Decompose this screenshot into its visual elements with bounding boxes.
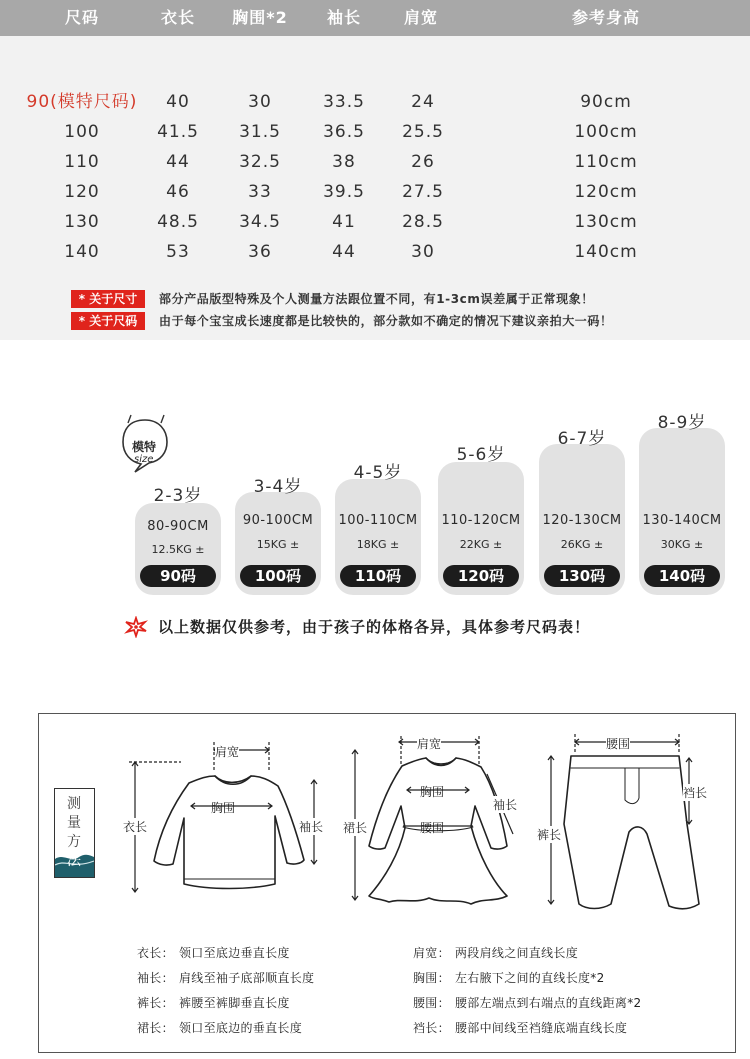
table-row <box>0 177 750 207</box>
age-label: 8-9岁 <box>657 413 707 433</box>
size-pill: 130码 <box>544 565 620 587</box>
height-range: 110-120CM <box>441 513 521 528</box>
definition-text: 领口至底边垂直长度 <box>179 946 290 960</box>
age-label: 3-4岁 <box>253 477 303 497</box>
height-range: 80-90CM <box>147 519 209 534</box>
age-label: 4-5岁 <box>353 463 403 483</box>
header-height: 参考身高 <box>571 8 641 27</box>
definition-text: 领口至底边的垂直长度 <box>179 1021 303 1035</box>
note-tag: * 关于尺码 <box>71 312 145 330</box>
reference-note: 以上数据仅供参考，由于孩子的体格各异，具体参考尺码表！ <box>158 618 591 636</box>
definition-term: 腰围： <box>413 996 450 1010</box>
age-label: 6-7岁 <box>557 429 607 449</box>
height-range: 90-100CM <box>242 513 314 528</box>
table-cell: 33.5 <box>323 92 365 112</box>
shirt-shoulder-label: 肩宽 <box>215 745 240 759</box>
header-sleeve: 袖长 <box>326 8 362 27</box>
table-cell: 26 <box>411 152 435 172</box>
model-badge-label: 模特 <box>132 440 157 454</box>
note-text: 由于每个宝宝成长速度都是比较快的，部分款如不确定的情况下建议亲拍大一码！ <box>159 314 613 328</box>
table-cell: 110 <box>64 152 100 172</box>
table-cell: 100cm <box>574 122 638 142</box>
table-cell: 38 <box>332 152 356 172</box>
dress-waist-label: 腰围 <box>420 821 445 835</box>
table-cell: 24 <box>411 92 435 112</box>
dress-shoulder-label: 肩宽 <box>417 737 442 751</box>
table-row <box>0 117 750 147</box>
note-tag: * 关于尺寸 <box>71 290 145 308</box>
weight-label: 12.5KG ± <box>151 543 205 556</box>
shirt-chest-label: 胸围 <box>211 801 236 815</box>
table-cell: 130 <box>64 212 100 232</box>
table-cell: 130cm <box>574 212 638 232</box>
definition-term: 肩宽： <box>413 946 450 960</box>
weight-label: 26KG ± <box>560 538 604 551</box>
table-row <box>0 207 750 237</box>
table-cell: 25.5 <box>402 122 444 142</box>
table-cell: 28.5 <box>402 212 444 232</box>
table-cell: 36 <box>248 242 272 262</box>
header-shoulder: 肩宽 <box>403 8 439 27</box>
table-cell: 120cm <box>574 182 638 202</box>
shirt-sleeve-label: 袖长 <box>299 820 324 834</box>
header-length: 衣长 <box>160 8 196 27</box>
table-cell: 40 <box>166 92 190 112</box>
table-cell: 31.5 <box>239 122 281 142</box>
header-chest: 胸围*2 <box>232 8 288 27</box>
title-char: 量 <box>67 815 81 831</box>
pants-waist-label: 腰围 <box>606 737 631 751</box>
height-range: 100-110CM <box>338 513 418 528</box>
age-label: 5-6岁 <box>456 445 506 465</box>
dress-chest-label: 胸围 <box>420 785 445 799</box>
table-cell: 90cm <box>580 92 632 112</box>
definition-text: 肩线至袖子底部顺直长度 <box>179 971 315 985</box>
table-row <box>0 147 750 177</box>
definition-term: 袖长： <box>137 971 174 985</box>
table-header <box>0 0 750 36</box>
table-cell: 41.5 <box>157 122 199 142</box>
height-range: 130-140CM <box>642 513 722 528</box>
model-badge-sub: size <box>134 454 154 465</box>
table-cell: 44 <box>332 242 356 262</box>
table-cell: 110cm <box>574 152 638 172</box>
weight-label: 30KG ± <box>660 538 704 551</box>
table-cell: 100 <box>64 122 100 142</box>
size-pill: 90码 <box>140 565 216 587</box>
definition-text: 两段肩线之间直线长度 <box>455 946 579 960</box>
table-cell: 36.5 <box>323 122 365 142</box>
table-row <box>0 87 750 117</box>
shirt-length-label: 衣长 <box>123 820 148 834</box>
title-char: 法 <box>67 853 81 869</box>
weight-label: 15KG ± <box>256 538 300 551</box>
sweatshirt-icon <box>154 776 304 889</box>
table-cell: 140 <box>64 242 100 262</box>
table-cell: 33 <box>248 182 272 202</box>
size-pill: 110码 <box>340 565 416 587</box>
dress-length-label: 裙长 <box>343 821 368 835</box>
measurement-guide <box>38 713 736 1053</box>
definition-term: 胸围： <box>413 971 450 985</box>
table-cell: 41 <box>332 212 356 232</box>
table-cell: 27.5 <box>402 182 444 202</box>
table-cell: 44 <box>166 152 190 172</box>
table-cell: 140cm <box>574 242 638 262</box>
header-size: 尺码 <box>64 8 100 27</box>
size-table <box>0 0 750 340</box>
definition-text: 腰部左端点到右端点的直线距离*2 <box>455 996 642 1010</box>
age-label: 2-3岁 <box>153 486 203 506</box>
pants-icon <box>564 756 699 909</box>
table-cell: 32.5 <box>239 152 281 172</box>
definition-term: 裆长： <box>413 1021 450 1035</box>
table-cell: 53 <box>166 242 190 262</box>
definition-text: 腰部中间线至裆缝底端直线长度 <box>455 1021 628 1035</box>
table-cell: 46 <box>166 182 190 202</box>
definition-term: 裤长： <box>137 996 174 1010</box>
weight-label: 18KG ± <box>356 538 400 551</box>
table-row <box>0 237 750 267</box>
table-cell: 90(模特尺码) <box>26 92 138 112</box>
pants-length-label: 裤长 <box>537 828 562 842</box>
definition-text: 左右腋下之间的直线长度*2 <box>455 971 605 985</box>
dress-sleeve-label: 袖长 <box>493 798 518 812</box>
definition-text: 裤腰至裤脚垂直长度 <box>179 996 290 1010</box>
size-pill: 100码 <box>240 565 316 587</box>
pants-rise-label: 裆长 <box>683 786 708 800</box>
burst-icon <box>124 616 148 638</box>
note-text: 部分产品版型特殊及个人测量方法跟位置不同，有1-3cm误差属于正常现象！ <box>159 292 594 306</box>
size-pill: 140码 <box>644 565 720 587</box>
table-cell: 39.5 <box>323 182 365 202</box>
table-cell: 120 <box>64 182 100 202</box>
size-pill: 120码 <box>443 565 519 587</box>
weight-label: 22KG ± <box>459 538 503 551</box>
model-size-badge <box>117 412 173 474</box>
table-cell: 48.5 <box>157 212 199 232</box>
definition-term: 衣长： <box>137 946 174 960</box>
title-char: 测 <box>67 796 81 812</box>
table-cell: 34.5 <box>239 212 281 232</box>
table-cell: 30 <box>248 92 272 112</box>
definition-term: 裙长： <box>137 1021 174 1035</box>
table-cell: 30 <box>411 242 435 262</box>
height-range: 120-130CM <box>542 513 622 528</box>
title-char: 方 <box>67 834 81 850</box>
